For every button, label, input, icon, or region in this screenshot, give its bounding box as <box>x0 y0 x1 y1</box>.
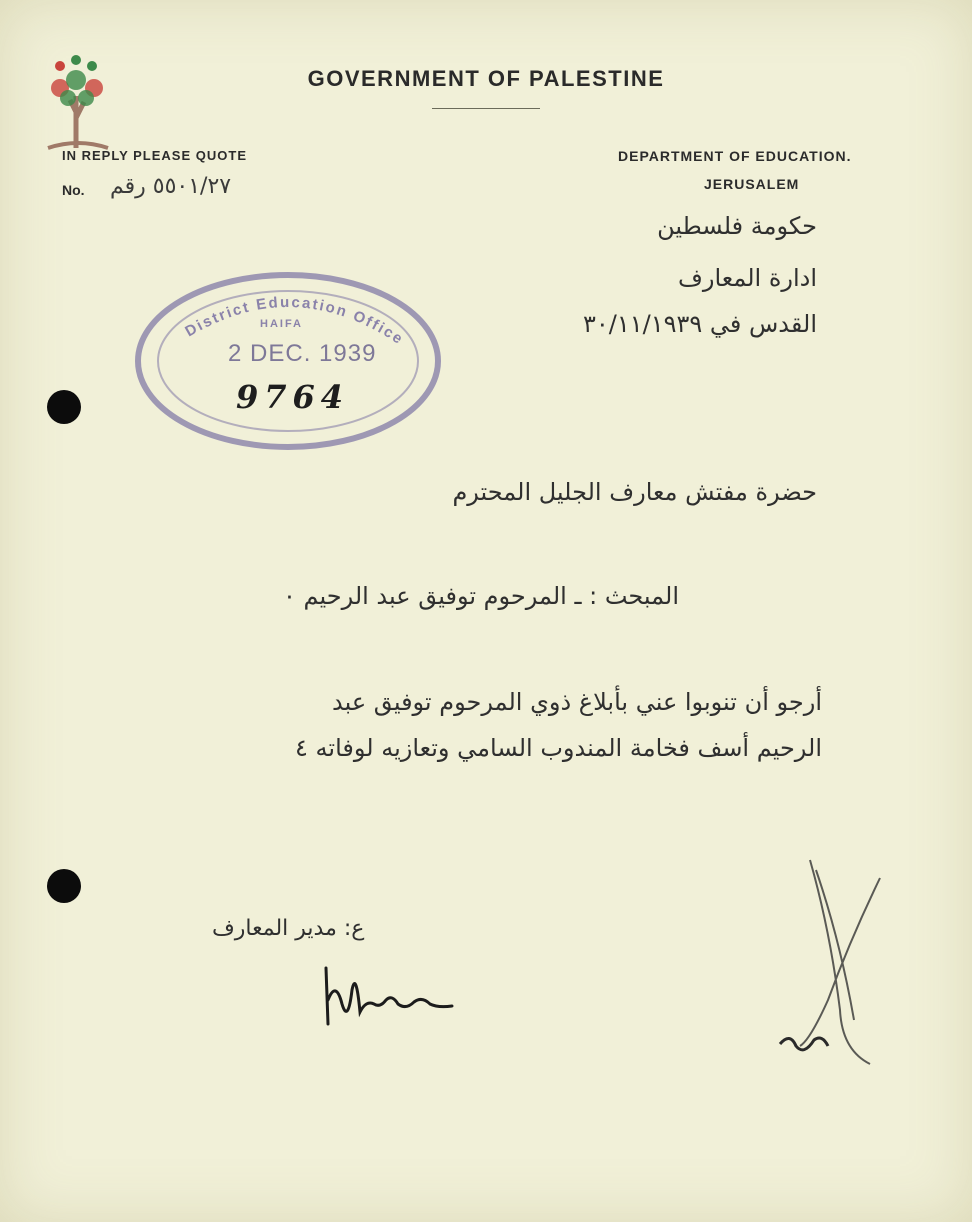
reference-number: ٥٥٠١/٢٧ رقم <box>110 174 232 199</box>
department-name: DEPARTMENT OF EDUCATION. <box>618 148 852 164</box>
punch-hole-bottom <box>47 869 81 903</box>
letter-body-line-2: الرحيم أسف فخامة المندوب السامي وتعازيه لوفاته ٤ <box>295 734 822 762</box>
punch-hole-top <box>47 390 81 424</box>
arabic-government-title: حكومة فلسطين <box>657 212 817 240</box>
letterhead-title: GOVERNMENT OF PALESTINE <box>307 66 665 91</box>
stamp-office: District Education Office <box>182 293 408 349</box>
letter-body-line-1: أرجو أن تنوبوا عني بأبلاغ ذوي المرحوم توفيق عبد <box>332 688 822 716</box>
arabic-department-title: ادارة المعارف <box>677 264 817 292</box>
director-signature <box>318 960 458 1032</box>
letter-addressee: حضرة مفتش معارف الجليل المحترم <box>452 478 817 506</box>
reply-quote-label: IN REPLY PLEASE QUOTE <box>62 148 247 163</box>
department-city: JERUSALEM <box>704 176 800 192</box>
stamp-date: 2 DEC. 1939 <box>228 340 377 367</box>
title-divider <box>432 108 540 109</box>
stamp-city: HAIFA <box>260 318 303 330</box>
signature-title: ع: مدير المعارف <box>212 916 365 941</box>
number-label: No. <box>62 182 85 198</box>
stamp-file-number: 9764 <box>236 378 350 416</box>
letter-subject: المبحث : ـ المرحوم توفيق عبد الرحيم ٠ <box>283 582 679 610</box>
letter-date: القدس في ٣٠/١١/١٩٣٩ <box>582 310 817 338</box>
pencil-initial-mark <box>770 850 890 1070</box>
